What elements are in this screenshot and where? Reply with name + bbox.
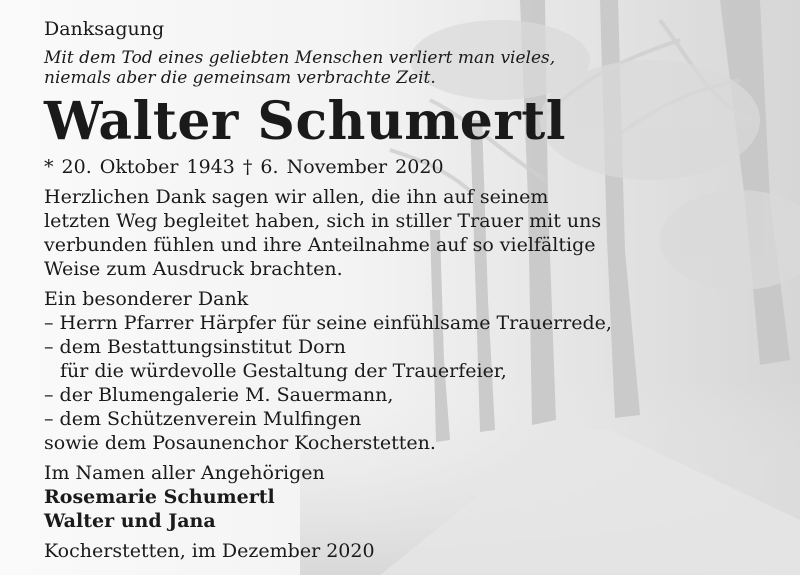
notice-heading: Danksagung [44, 18, 165, 40]
special-thanks-line: – dem Bestattungsinstitut Dorn [44, 336, 346, 358]
motto-line: niemals aber die gemeinsam verbrachte Zeit. [44, 68, 436, 88]
thanks-line: letzten Weg begleitet haben, sich in stiller Trauer mit uns [44, 210, 602, 232]
special-thanks-line: für die würdevolle Gestaltung der Trauerfeier, [60, 360, 507, 382]
motto-line: Mit dem Tod eines geliebten Menschen verliert man vieles, [44, 48, 556, 68]
thanks-line: Weise zum Ausdruck brachten. [44, 258, 343, 280]
special-thanks-line: sowie dem Posaunenchor Kocherstetten. [44, 432, 436, 454]
on-behalf-line: Im Namen aller Angehörigen [44, 462, 325, 484]
signer-name: Walter und Jana [44, 510, 216, 532]
thanks-line: Herzlichen Dank sagen wir allen, die ihn auf seinem [44, 186, 549, 208]
special-thanks-line: Ein besonderer Dank [44, 288, 249, 310]
signer-name: Rosemarie Schumertl [44, 486, 275, 508]
special-thanks-line: – dem Schützenverein Mulfingen [44, 408, 362, 430]
special-thanks-line: – der Blumengalerie M. Sauermann, [44, 384, 394, 406]
special-thanks-line: – Herrn Pfarrer Härpfer für seine einfühlsame Trauerrede, [44, 312, 612, 334]
life-dates: * 20. Oktober 1943 † 6. November 2020 [44, 156, 444, 178]
deceased-name: Walter Schumertl [44, 91, 567, 152]
place-date: Kocherstetten, im Dezember 2020 [44, 540, 375, 562]
thanks-line: verbunden fühlen und ihre Anteilnahme auf so vielfältige [44, 234, 596, 256]
